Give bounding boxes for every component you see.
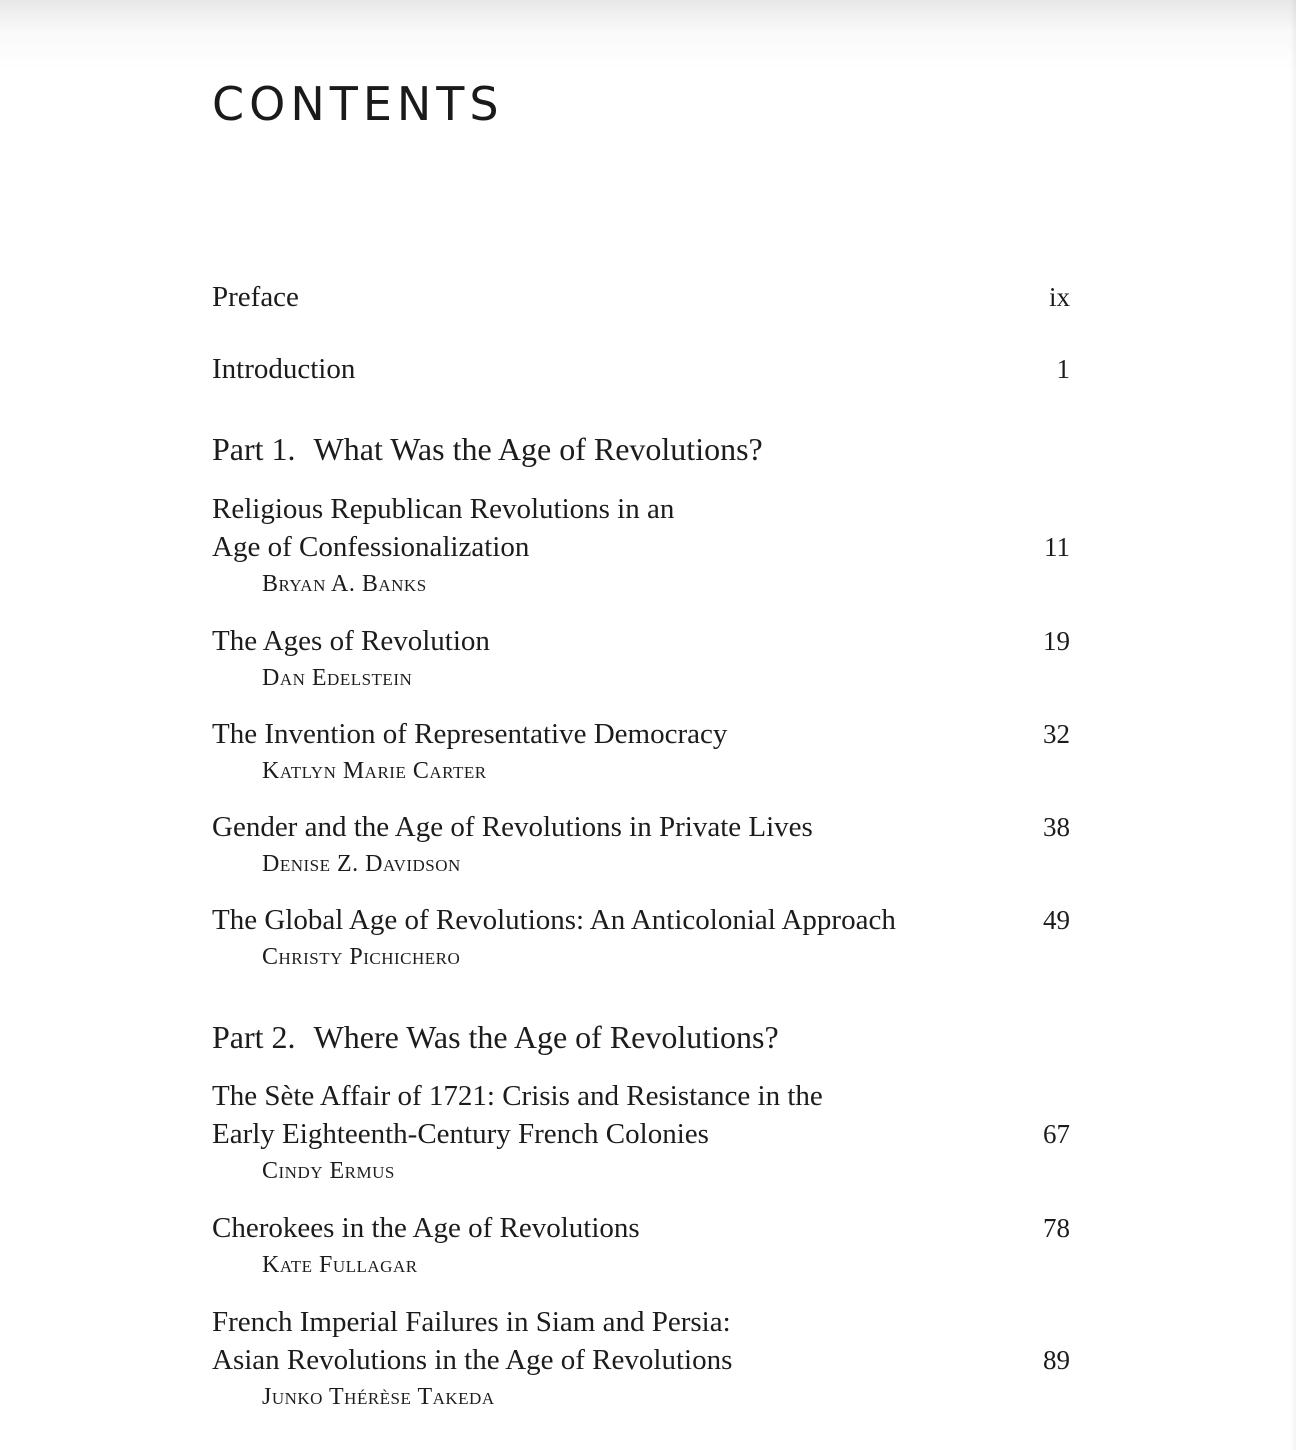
entry-title-line: Religious Republican Revolutions in an — [212, 493, 675, 525]
entry-page-number: 1 — [1056, 354, 1070, 384]
entry-title-line: French Imperial Failures in Siam and Persia: — [212, 1306, 731, 1338]
entry-page-number: 11 — [1044, 532, 1070, 562]
entry-title-line: Age of Confessionalization — [212, 531, 530, 563]
entry-title-line: Gender and the Age of Revolutions in Private Lives — [212, 811, 813, 843]
entry-page-number: 32 — [1043, 719, 1070, 749]
toc-entry[interactable] — [212, 715, 1070, 789]
entry-title-line: Early Eighteenth-Century French Colonies — [212, 1118, 709, 1150]
toc-entry[interactable] — [212, 490, 1070, 602]
entry-title-line: The Global Age of Revolutions: An Anticolonial Approach — [212, 904, 896, 936]
part-2-heading — [212, 1017, 779, 1057]
toc-entry[interactable] — [212, 1077, 1070, 1189]
entry-title-line: The Invention of Representative Democracy — [212, 718, 728, 750]
entry-author: Denise Z. Davidson — [262, 851, 461, 877]
entry-page-number: 19 — [1043, 626, 1070, 656]
toc-entry[interactable] — [212, 1303, 1070, 1415]
entry-author: Katlyn Marie Carter — [262, 758, 487, 784]
entry-page-number: 38 — [1043, 812, 1070, 842]
entry-title: Introduction — [212, 353, 356, 385]
part-number: Part 2. — [212, 1019, 296, 1055]
entry-title-line: Cherokees in the Age of Revolutions — [212, 1212, 640, 1244]
page-top-shadow — [0, 0, 1296, 70]
part-title: Where Was the Age of Revolutions? — [313, 1019, 779, 1055]
entry-title: Preface — [212, 281, 299, 313]
page-right-edge — [1290, 0, 1296, 1450]
contents-heading: CONTENTS — [212, 77, 504, 131]
entry-page-number: 78 — [1043, 1213, 1070, 1243]
entry-author: Kate Fullagar — [262, 1252, 418, 1278]
entry-title-line: The Ages of Revolution — [212, 625, 490, 657]
entry-page-number: 67 — [1043, 1119, 1070, 1149]
entry-page-number: 49 — [1043, 905, 1070, 935]
part-number: Part 1. — [212, 431, 296, 467]
toc-entry[interactable] — [212, 1209, 1070, 1283]
entry-title-line: The Sète Affair of 1721: Crisis and Resistance in the — [212, 1080, 823, 1112]
part-title: What Was the Age of Revolutions? — [313, 431, 763, 467]
entry-page-number: ix — [1048, 282, 1070, 312]
entry-author: Cindy Ermus — [262, 1158, 395, 1184]
entry-page-number: 89 — [1043, 1345, 1070, 1375]
entry-title-line: Asian Revolutions in the Age of Revolutions — [212, 1344, 733, 1376]
toc-entry[interactable] — [212, 622, 1070, 696]
toc-entry[interactable] — [212, 808, 1070, 882]
entry-author: Dan Edelstein — [262, 665, 413, 691]
toc-entry-preface[interactable] — [212, 278, 1070, 316]
part-1-heading — [212, 429, 763, 469]
entry-author: Junko Thérèse Takeda — [262, 1384, 495, 1410]
toc-entry-introduction[interactable] — [212, 350, 1070, 388]
entry-author: Christy Pichichero — [262, 944, 461, 970]
entry-author: Bryan A. Banks — [262, 571, 427, 597]
toc-entry[interactable] — [212, 901, 1070, 975]
